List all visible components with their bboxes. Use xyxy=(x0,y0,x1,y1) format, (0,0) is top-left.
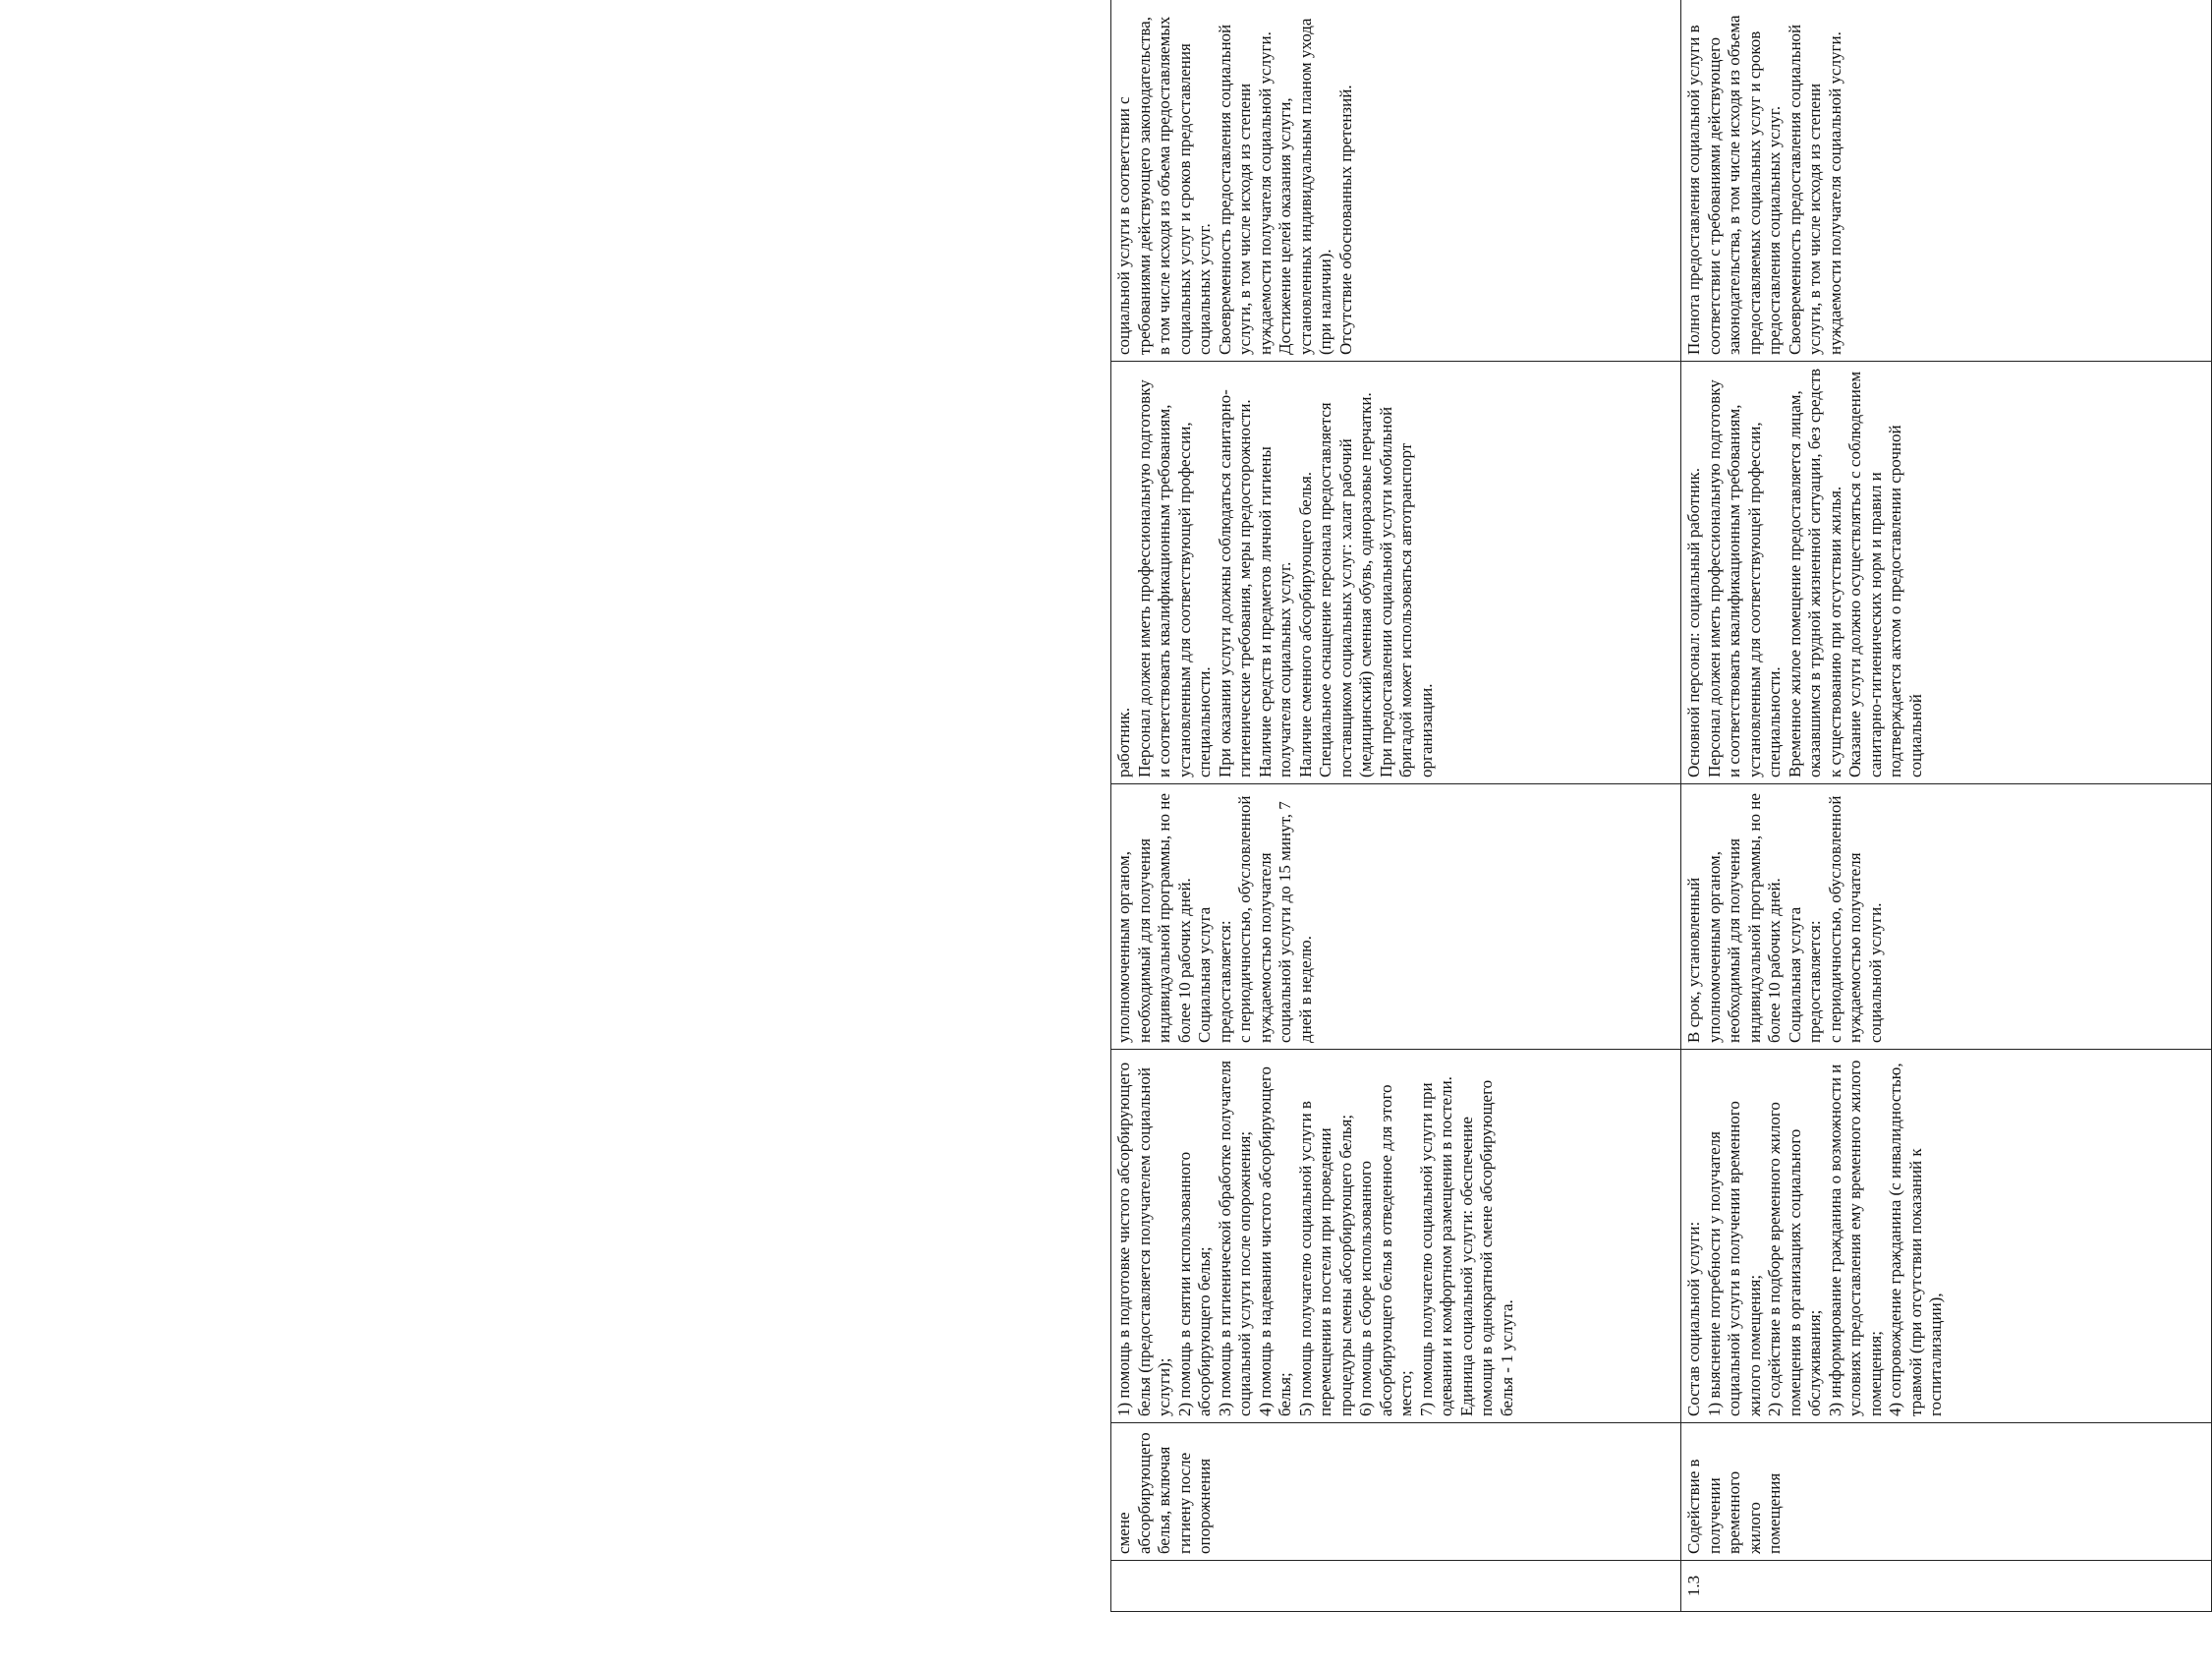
service-description: Состав социальной услуги: 1) выяснение потребности у получателя социальной услуги в получении временного жилого помещения; 2) содействие в подборе временного жилого помещения в организациях социального обслуживания; 3) информирование гражданина о возможности и условиях предоставления ему временного жилого помещения; 4) сопровождение гражданина (с инвалидностью, травмой (при отсутствии показаний к госпитализации), xyxy=(1681,1050,2212,1423)
services-table xyxy=(1110,0,2212,1612)
table-row xyxy=(1111,0,1681,1612)
service-name: смене абсорбирующего белья, включая гигиену после опорожнения xyxy=(1111,1423,1681,1561)
service-standards: работник. Персонал должен иметь профессиональную подготовку и соответствовать квалификационным требованиям, установленным для соответствующей профессии, специальности. При оказании услуги должны соблюдаться санитарно-гигиенические требования, меры предосторожности. Наличие средств и предметов личной гигиены получателя социальных услуг. Наличие сменного абсорбирующего белья. Специальное оснащение персонала предоставляется поставщиком социальных услуг: халат рабочий (медицинский) сменная обувь, одноразовые перчатки. При предоставлении социальной услуги мобильной бригадой может использоваться автотранспорт организации. xyxy=(1111,362,1681,784)
table-row xyxy=(1681,0,2212,1612)
service-description: 1) помощь в подготовке чистого абсорбирующего белья (предоставляется получателем социальной услуги); 2) помощь в снятии использованного абсорбирующего белья; 3) помощь в гигиенической обработке получателя социальной услуги после опорожнения; 4) помощь в надевании чистого абсорбирующего белья; 5) помощь получателю социальной услуги в перемещении в постели при проведении процедуры смены абсорбирующего белья; 6) помощь в сборе использованного абсорбирующего белья в отведенное для этого место; 7) помощь получателю социальной услуги при одевании и комфортном размещении в постели. Единица социальной услуги: обеспечение помощи в однократной смене абсорбирующего белья - 1 услуга. xyxy=(1111,1050,1681,1423)
rotated-table-container xyxy=(1110,0,2211,1612)
service-number xyxy=(1111,1561,1681,1612)
service-term: уполномоченным органом, необходимый для получения индивидуальной программы, но не более 10 рабочих дней. Социальная услуга предоставляется: с периодичностью, обусловленной нуждаемостью получателя социальной услуги до 15 минут, 7 дней в неделю. xyxy=(1111,784,1681,1050)
service-number: 1.3 xyxy=(1681,1561,2212,1612)
service-quality: социальной услуги в соответствии с требованиями действующего законодательства, в том числе исходя из объема предоставляемых социальных услуг и сроков предоставления социальных услуг. Своевременность предоставления социальной услуги, в том числе исходя из степени нуждаемости получателя социальной услуги. Достижение целей оказания услуги, установленных индивидуальным планом ухода (при наличии). Отсутствие обоснованных претензий. xyxy=(1111,0,1681,362)
service-standards: Основной персонал: социальный работник. Персонал должен иметь профессиональную подготовку и соответствовать квалификационным требованиям, установленным для соответствующей профессии, специальности. Временное жилое помещение предоставляется лицам, оказавшимся в трудной жизненной ситуации, без средств к существованию при отсутствии жилья. Оказание услуги должно осуществляться с соблюдением санитарно-гигиенических норм и правил и подтверждается актом о предоставлении срочной социальной xyxy=(1681,362,2212,784)
service-name: Содействие в получении временного жилого помещения xyxy=(1681,1423,2212,1561)
service-term: В срок, установленный уполномоченным органом, необходимый для получения индивидуальной программы, но не более 10 рабочих дней. Социальная услуга предоставляется: с периодичностью, обусловленной нуждаемостью получателя социальной услуги. xyxy=(1681,784,2212,1050)
service-quality: Полнота предоставления социальной услуги в соответствии с требованиями действующего законодательства, в том числе исходя из объема предоставляемых социальных услуг и сроков предоставления социальных услуг. Своевременность предоставления социальной услуги, в том числе исходя из степени нуждаемости получателя социальной услуги. xyxy=(1681,0,2212,362)
